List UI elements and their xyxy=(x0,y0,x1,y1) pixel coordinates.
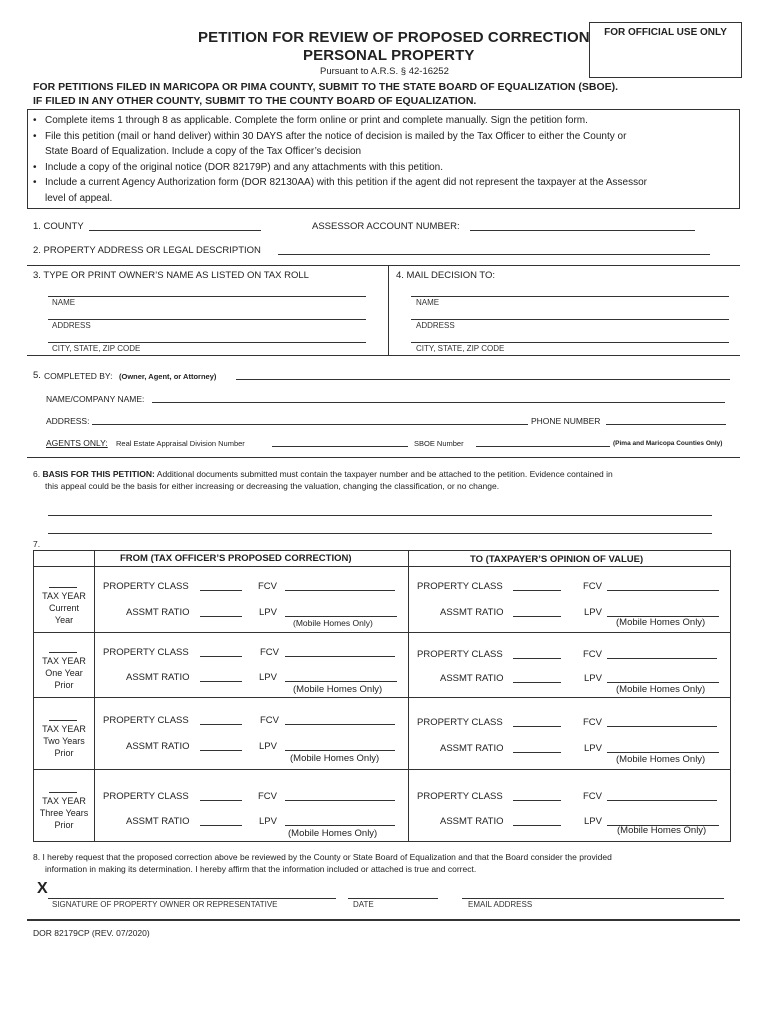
to-header: TO (TAXPAYER’S OPINION OF VALUE) xyxy=(470,554,644,565)
official-use-label: FOR OFFICIAL USE ONLY xyxy=(604,27,727,38)
lpv-field[interactable] xyxy=(607,682,719,683)
divider xyxy=(33,697,731,698)
completed-by-options: (Owner, Agent, or Attorney) xyxy=(119,372,217,381)
name-company-label: NAME/COMPANY NAME: xyxy=(46,394,145,404)
real-estate-num-label: Real Estate Appraisal Division Number xyxy=(116,439,245,448)
fcv-field[interactable] xyxy=(607,726,717,727)
mobile-homes-note: (Mobile Homes Only) xyxy=(293,618,373,628)
county-label: 1. COUNTY xyxy=(33,221,84,232)
lpv-label: LPV xyxy=(584,816,602,827)
date-caption: DATE xyxy=(353,900,374,909)
assmt-ratio-field[interactable] xyxy=(513,682,561,683)
tax-year-field[interactable] xyxy=(49,652,77,653)
divider xyxy=(27,457,740,458)
address-field[interactable] xyxy=(92,424,528,425)
divider xyxy=(33,566,731,567)
basis-line[interactable] xyxy=(48,515,712,516)
fcv-field[interactable] xyxy=(285,656,395,657)
fcv-label: FCV xyxy=(258,791,277,802)
form-title-line1: PETITION FOR REVIEW OF PROPOSED CORRECTION xyxy=(198,29,590,46)
county-field[interactable] xyxy=(89,230,261,231)
mail-decision-heading: 4. MAIL DECISION TO: xyxy=(396,270,496,281)
property-class-label: PROPERTY CLASS xyxy=(103,791,189,802)
fcv-field[interactable] xyxy=(607,590,719,591)
instruction-item: level of appeal. xyxy=(45,192,113,204)
assmt-ratio-field[interactable] xyxy=(200,616,242,617)
signature-statement xyxy=(33,851,733,875)
tax-year-field[interactable] xyxy=(49,587,77,588)
table-num: 7. xyxy=(33,539,41,549)
lpv-label: LPV xyxy=(259,741,277,752)
assmt-ratio-label: ASSMT RATIO xyxy=(126,741,190,752)
completed-by-num: 5. xyxy=(33,370,41,381)
assmt-ratio-field[interactable] xyxy=(200,681,242,682)
notice-line2: IF FILED IN ANY OTHER COUNTY, SUBMIT TO THE COUNTY BOARD OF EQUALIZATION. xyxy=(33,95,477,107)
name-company-field[interactable] xyxy=(152,402,725,403)
assmt-ratio-field[interactable] xyxy=(513,752,561,753)
divider xyxy=(27,265,740,266)
fcv-field[interactable] xyxy=(285,724,395,725)
instruction-item: • Include a current Agency Authorization form (DOR 82130AA) with this petition if the agent did not represent the taxpayer at the Assessor xyxy=(33,177,648,188)
fcv-label: FCV xyxy=(260,647,279,658)
tax-year-label: TAX YEAR Current Year xyxy=(42,591,86,625)
tax-year-label: TAX YEAR Two Years Prior xyxy=(42,724,86,758)
property-class-field[interactable] xyxy=(513,590,561,591)
divider xyxy=(94,550,95,842)
signature-text1: 8. I hereby request that the proposed correction above be reviewed by the County or State Board of Equalization and that the Board consider the provided xyxy=(33,852,612,862)
fcv-label: FCV xyxy=(583,717,602,728)
instructions-list xyxy=(33,113,733,206)
instruction-item: State Board of Equalization. Include a copy of the Tax Officer’s decision xyxy=(45,146,362,157)
property-class-field[interactable] xyxy=(200,590,242,591)
signature-field[interactable] xyxy=(48,898,336,899)
lpv-field[interactable] xyxy=(285,616,397,617)
lpv-label: LPV xyxy=(259,672,277,683)
mobile-homes-note: (Mobile Homes Only) xyxy=(616,617,706,628)
lpv-field[interactable] xyxy=(285,825,395,826)
owner-address-field[interactable] xyxy=(48,319,366,320)
property-class-field[interactable] xyxy=(200,724,242,725)
divider xyxy=(27,355,740,356)
mail-address-field[interactable] xyxy=(411,319,729,320)
assmt-ratio-label: ASSMT RATIO xyxy=(440,816,504,827)
fcv-label: FCV xyxy=(583,649,602,660)
signature-caption: SIGNATURE OF PROPERTY OWNER OR REPRESENTATIVE xyxy=(52,900,278,909)
signature-x-mark: X xyxy=(37,880,48,897)
phone-field[interactable] xyxy=(606,424,726,425)
tax-year-label: TAX YEAR One Year Prior xyxy=(42,656,86,690)
basis-text2: this appeal could be the basis for either increasing or decreasing the valuation, changing the classification, or no change. xyxy=(45,481,500,491)
assessor-account-label: ASSESSOR ACCOUNT NUMBER: xyxy=(312,221,460,232)
property-class-label: PROPERTY CLASS xyxy=(417,649,503,660)
owner-city-field[interactable] xyxy=(48,342,366,343)
property-class-label: PROPERTY CLASS xyxy=(103,715,189,726)
basis-line[interactable] xyxy=(48,533,712,534)
fcv-field[interactable] xyxy=(607,658,717,659)
divider xyxy=(27,919,740,921)
mail-name-field[interactable] xyxy=(411,296,729,297)
property-class-field[interactable] xyxy=(513,726,561,727)
fcv-field[interactable] xyxy=(285,590,395,591)
property-class-label: PROPERTY CLASS xyxy=(417,791,503,802)
basis-label: BASIS FOR THIS PETITION: xyxy=(42,469,155,479)
mail-city-caption: CITY, STATE, ZIP CODE xyxy=(416,344,505,353)
email-field[interactable] xyxy=(462,898,724,899)
assmt-ratio-field[interactable] xyxy=(513,616,561,617)
assmt-ratio-label: ASSMT RATIO xyxy=(440,607,504,618)
lpv-field[interactable] xyxy=(285,681,397,682)
official-use-box xyxy=(589,22,742,78)
from-header: FROM (TAX OFFICER’S PROPOSED CORRECTION) xyxy=(120,553,352,564)
divider xyxy=(33,632,731,633)
tax-year-field[interactable] xyxy=(49,792,77,793)
divider xyxy=(33,769,731,770)
divider xyxy=(408,550,409,842)
fcv-label: FCV xyxy=(583,791,602,802)
mail-name-caption: NAME xyxy=(416,298,440,307)
instruction-item: • Complete items 1 through 8 as applicable. Complete the form online or print and complete manually. Sign the petition form. xyxy=(33,115,588,126)
mobile-homes-note: (Mobile Homes Only) xyxy=(293,684,383,695)
form-id: DOR 82179CP (REV. 07/2020) xyxy=(33,928,150,938)
property-class-field[interactable] xyxy=(513,658,561,659)
mobile-homes-note: (Mobile Homes Only) xyxy=(617,825,707,836)
lpv-label: LPV xyxy=(584,607,602,618)
date-field[interactable] xyxy=(348,898,438,899)
basis-text1: Additional documents submitted must contain the taxpayer number and be attached to the petition. Evidence contained in xyxy=(156,469,613,479)
lpv-label: LPV xyxy=(259,607,277,618)
mail-address-caption: ADDRESS xyxy=(416,321,455,330)
property-class-field[interactable] xyxy=(513,800,561,801)
assmt-ratio-label: ASSMT RATIO xyxy=(126,672,190,683)
tax-year-field[interactable] xyxy=(49,720,77,721)
agents-only-label: AGENTS ONLY: xyxy=(46,438,108,448)
owner-name-caption: NAME xyxy=(52,298,76,307)
lpv-label: LPV xyxy=(584,743,602,754)
property-class-field[interactable] xyxy=(200,800,242,801)
sboe-number-field[interactable] xyxy=(476,446,610,447)
phone-label: PHONE NUMBER xyxy=(531,416,601,426)
real-estate-num-field[interactable] xyxy=(272,446,408,447)
property-class-label: PROPERTY CLASS xyxy=(103,581,189,592)
property-class-field[interactable] xyxy=(200,656,242,657)
form-subtitle: Pursuant to A.R.S. § 42-16252 xyxy=(320,66,449,77)
form-title-line2: PERSONAL PROPERTY xyxy=(303,47,475,64)
lpv-field[interactable] xyxy=(607,752,719,753)
sboe-number-label: SBOE Number xyxy=(414,439,464,448)
pima-note: (Pima and Maricopa Counties Only) xyxy=(613,440,723,447)
fcv-label: FCV xyxy=(258,581,277,592)
property-class-label: PROPERTY CLASS xyxy=(103,647,189,658)
tax-year-label: TAX YEAR Three Years Prior xyxy=(39,796,89,830)
mail-city-field[interactable] xyxy=(411,342,729,343)
owner-name-heading: 3. TYPE OR PRINT OWNER’S NAME AS LISTED ON TAX ROLL xyxy=(33,270,309,281)
property-address-field[interactable] xyxy=(278,254,710,255)
assmt-ratio-label: ASSMT RATIO xyxy=(126,816,190,827)
basis-text xyxy=(33,468,733,492)
assessor-account-field[interactable] xyxy=(470,230,695,231)
instruction-item: • Include a copy of the original notice (DOR 82179P) and any attachments with this petition. xyxy=(33,161,444,173)
owner-name-field[interactable] xyxy=(48,296,366,297)
fcv-field[interactable] xyxy=(607,800,717,801)
assmt-ratio-label: ASSMT RATIO xyxy=(440,743,504,754)
assmt-ratio-field[interactable] xyxy=(200,825,242,826)
fcv-field[interactable] xyxy=(285,800,395,801)
property-address-label: 2. PROPERTY ADDRESS OR LEGAL DESCRIPTION xyxy=(33,245,261,256)
completed-by-label: COMPLETED BY: xyxy=(44,371,113,381)
lpv-label: LPV xyxy=(259,816,277,827)
divider xyxy=(388,265,389,355)
owner-address-caption: ADDRESS xyxy=(52,321,91,330)
owner-city-caption: CITY, STATE, ZIP CODE xyxy=(52,344,141,353)
property-class-label: PROPERTY CLASS xyxy=(417,717,503,728)
lpv-label: LPV xyxy=(584,673,602,684)
completed-by-field[interactable] xyxy=(236,379,730,380)
fcv-label: FCV xyxy=(583,581,602,592)
mobile-homes-note: (Mobile Homes Only) xyxy=(616,684,706,695)
assmt-ratio-field[interactable] xyxy=(200,750,242,751)
basis-num: 6. xyxy=(33,469,41,479)
property-class-label: PROPERTY CLASS xyxy=(417,581,503,592)
assmt-ratio-label: ASSMT RATIO xyxy=(440,673,504,684)
fcv-label: FCV xyxy=(260,715,279,726)
address-label: ADDRESS: xyxy=(46,416,90,426)
signature-text2: information in making its determination. I hereby affirm that the information included or attached is true and correct. xyxy=(45,864,477,874)
mobile-homes-note: (Mobile Homes Only) xyxy=(290,753,380,764)
assmt-ratio-label: ASSMT RATIO xyxy=(126,607,190,618)
lpv-field[interactable] xyxy=(285,750,395,751)
mobile-homes-note: (Mobile Homes Only) xyxy=(616,754,706,765)
assmt-ratio-field[interactable] xyxy=(513,825,561,826)
instruction-item: • File this petition (mail or hand deliver) within 30 DAYS after the notice of decision is mailed by the Tax Officer to either the County or xyxy=(33,130,627,142)
notice-line1: FOR PETITIONS FILED IN MARICOPA OR PIMA COUNTY, SUBMIT TO THE STATE BOARD OF EQUALIZATION (SBOE). xyxy=(33,81,619,93)
email-caption: EMAIL ADDRESS xyxy=(468,900,533,909)
mobile-homes-note: (Mobile Homes Only) xyxy=(288,828,378,839)
